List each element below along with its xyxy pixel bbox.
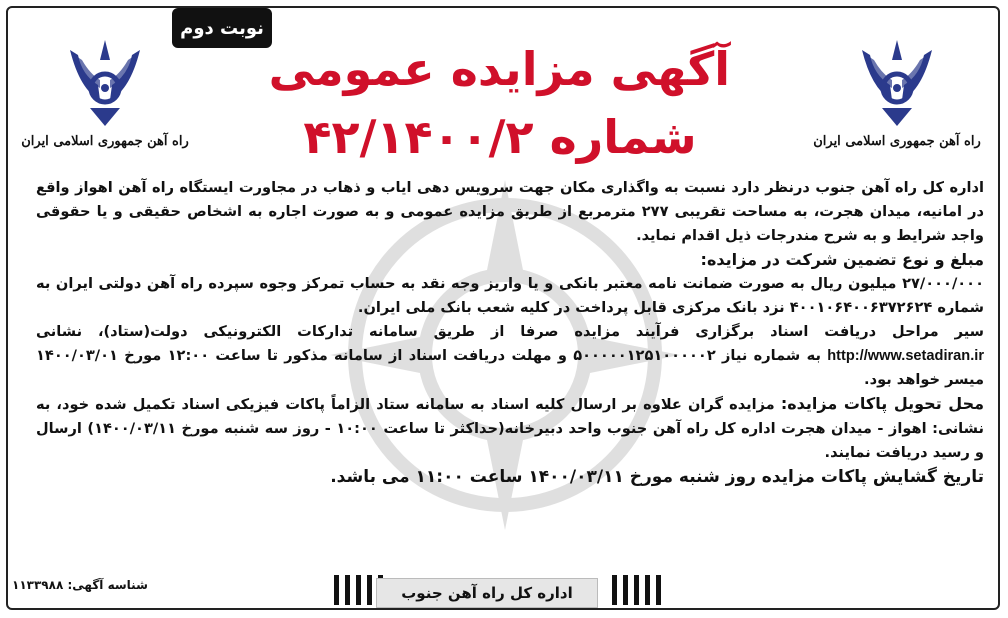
process-text-after: به شماره نیاز ۵۰۰۰۰۰۱۲۵۱۰۰۰۰۰۲ و مهلت دریافت اسناد از سامانه مذکور تا ساعت ۱۲:۰۰ مورخ ۱۴۰۰/۰۳/۰۱ میسر خواهد بود.	[36, 347, 984, 388]
decor-bars-right	[612, 575, 661, 605]
winged-wheel-icon	[852, 30, 942, 130]
notice-number: شماره ۴۲/۱۴۰۰/۲	[303, 110, 697, 164]
setad-link[interactable]: http://www.setadiran.ir	[827, 348, 984, 364]
footer-label: اداره کل راه آهن جنوب	[376, 578, 598, 608]
intro-text: درنظر دارد نسبت به واگذاری مکان جهت سرویس دهی ایاب و ذهاب در مجاورت ایستگاه راه آهن اهواز واقع در امانیه، میدان هجرت، به مساحت تقریبی ۲۷۷ مترمربع از طریق مزایده عمومی و به صورت اجاره به اشخاص حقیقی و یا حقوقی واجد شرایط و به شرح مندرجات ذیل اقدام نماید.	[36, 179, 984, 244]
guarantee-text: ۲۷/۰۰۰/۰۰۰ میلیون ریال به صورت ضمانت نامه معتبر بانکی و یا واریز وجه نقد به حساب تمرکز وجوه سپرده راه آهن دولتی ایران به شماره ۴۰۰۱۰۶۴۰۰۶۳۷۲۶۲۴ نزد بانک مرکزی قابل پرداخت در کلیه شعب بانک ملی ایران.	[36, 275, 984, 316]
railway-logo-left	[20, 30, 190, 170]
guarantee-heading: مبلغ و نوع تضمین شرکت در مزایده:	[700, 250, 984, 269]
ad-id: شناسه آگهی: ۱۱۳۳۹۸۸	[12, 578, 148, 592]
delivery-heading: محل تحویل پاکات مزایده:	[780, 394, 985, 413]
delivery-paragraph	[36, 392, 984, 465]
railway-logo-right	[812, 30, 982, 170]
notice-body	[36, 176, 984, 489]
delivery-text: مزایده گران علاوه بر ارسال کلیه اسناد به سامانه ستاد الزاماً پاکات فیزیکی اسناد تکمیل شده خود، به نشانی: اهواز - میدان هجرت اداره کل راه آهن جنوب واحد دبیرخانه(حداکثر تا ساعت ۱۰:۰۰ - روز سه شنبه مورخ ۱۴۰۰/۰۳/۱۱) ارسال و رسید دریافت نمایند.	[36, 396, 984, 461]
process-paragraph	[36, 320, 984, 392]
opening-date: تاریخ گشایش پاکات مزایده روز شنبه مورخ ۱۴۰۰/۰۳/۱۱ ساعت ۱۱:۰۰ می باشد.	[330, 467, 984, 487]
winged-wheel-icon	[60, 30, 150, 130]
intro-paragraph	[36, 176, 984, 248]
logo-caption: راه آهن جمهوری اسلامی ایران	[21, 134, 189, 149]
issuer-name: اداره کل راه آهن جنوب	[815, 179, 984, 196]
logo-caption: راه آهن جمهوری اسلامی ایران	[813, 134, 981, 149]
notice-title: آگهی مزایده عمومی	[268, 42, 730, 96]
process-text: سیر مراحل دریافت اسناد برگزاری فرآیند مزایده صرفا از طریق سامانه تدارکات الکترونیکی دولت(ستاد)، نشانی	[36, 323, 984, 340]
edition-badge: نوبت دوم	[172, 8, 272, 48]
